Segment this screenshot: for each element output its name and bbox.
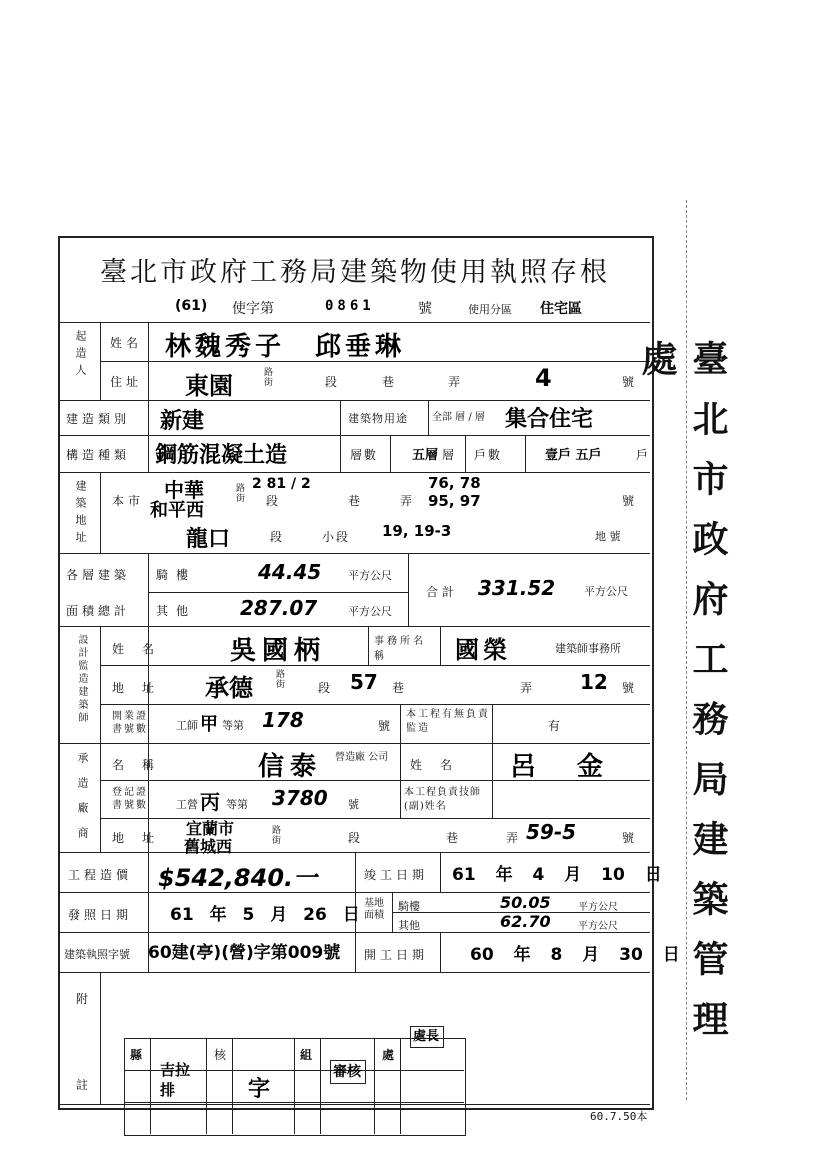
architect-duan: 段: [318, 681, 335, 695]
architect-office-suffix: 建築師事務所: [555, 642, 621, 655]
site-numbers2: 95, 97: [428, 492, 481, 510]
contractor-hao: 號: [622, 831, 639, 845]
contractor-address-label: 地址: [112, 831, 173, 845]
stamp-text-4: 處長: [410, 1026, 444, 1048]
area-arcade-unit: 平方公尺: [348, 569, 392, 582]
base-arcade-value: 50.05: [500, 893, 551, 912]
contractor-name-label: 名稱: [112, 758, 173, 772]
site-duan: 段: [266, 494, 283, 508]
site-section: 2 81 / 2: [252, 476, 311, 492]
contractor-person-label: 姓名: [410, 758, 471, 772]
contractor-road-marks: 路街: [272, 826, 282, 846]
contractor-lane: 巷: [446, 831, 463, 845]
architect-resp-label: 本工程有無負責監造: [406, 709, 490, 734]
contractor-reg-hao: 號: [348, 798, 359, 811]
right-edge-stamp-text: 臺北市政府工務局建築管理處: [636, 340, 729, 1060]
cost-value: $542,840.一: [158, 864, 318, 892]
permit-label: 建築執照字號: [64, 948, 130, 961]
contractor-reg-mid: 等第: [226, 798, 248, 811]
start-label: 開工日期: [364, 948, 429, 962]
notes-label-top: 附: [76, 992, 93, 1006]
floors-value: 五層: [412, 448, 439, 463]
building-type-label: 建造類別: [66, 412, 131, 426]
floor-unit: 層: [442, 448, 459, 462]
architect-hao: 號: [622, 681, 639, 695]
issue-value: 61 年 5 月 26 日: [170, 905, 360, 925]
architect-address-road: 承德: [205, 674, 253, 702]
base-arcade-label: 騎樓: [398, 900, 420, 913]
applicant-name-label: 姓名: [110, 336, 143, 350]
base-area-label: 基地面積: [364, 898, 384, 921]
base-arcade-unit: 平方公尺: [578, 902, 618, 913]
form-footer-code: 60.7.50本: [590, 1110, 648, 1123]
architect-license-mid: 等第: [222, 719, 244, 732]
site-hao: 號: [622, 494, 639, 508]
issue-label: 發照日期: [68, 908, 133, 922]
building-use-prefix: 全部 層 / 層: [432, 412, 485, 423]
site-land-area: 龍口: [186, 527, 231, 552]
stamp-label-3: 組: [300, 1048, 317, 1062]
site-land-duan: 段: [270, 530, 287, 544]
area-total-label: 合計: [426, 585, 459, 599]
permit-value: 60建(亭)(營)字第009號: [148, 943, 341, 963]
stamp-text-1: 吉拉 排: [160, 1061, 191, 1099]
site-road2: 和平西: [150, 500, 204, 521]
permit-year: (61): [175, 298, 208, 314]
area-group-label1: 各層建築: [66, 568, 131, 582]
applicant-duan: 段: [325, 375, 342, 389]
contractor-person-value: 呂 金: [510, 752, 620, 782]
contractor-name-suffix: 營造廠 公司: [335, 752, 389, 763]
area-other-value: 287.07: [240, 596, 318, 620]
applicant-lane: 巷: [382, 375, 399, 389]
building-use-label: 建築物用途: [348, 412, 408, 425]
notes-label-bottom: 註: [76, 1078, 93, 1092]
architect-address-label: 地址: [112, 681, 173, 695]
applicant-address-road: 東園: [185, 372, 233, 400]
applicant-alley: 弄: [448, 375, 465, 389]
households-value: 壹戶 五戶: [545, 448, 602, 463]
stamp-text-3: 審核: [330, 1060, 366, 1084]
site-group-label: 建築地址: [74, 480, 87, 548]
architect-license-grade: 甲: [200, 714, 218, 735]
architect-lane: 巷: [392, 681, 409, 695]
contractor-name-value: 信泰: [258, 752, 323, 782]
applicant-names: 林魏秀子 邱垂琳: [165, 332, 406, 362]
site-lane: 巷: [348, 494, 365, 508]
contractor-tech-label: 本工程負責技師(副)姓名: [404, 787, 481, 812]
contractor-reg-value: 3780: [272, 786, 328, 810]
contractor-group-label: 承造廠商: [76, 752, 89, 852]
base-other-label: 其他: [398, 919, 420, 932]
architect-resp-value: 有: [548, 719, 565, 733]
contractor-address-road: 舊城西: [184, 837, 233, 856]
structure-value: 鋼筋混凝土造: [155, 443, 288, 468]
base-other-unit: 平方公尺: [578, 921, 618, 932]
contractor-duan: 段: [348, 831, 365, 845]
area-other-unit: 平方公尺: [348, 605, 392, 618]
architect-license-hao: 號: [378, 719, 395, 733]
start-value: 60 年 8 月 30 日: [470, 945, 680, 965]
applicant-road-marks: 路街: [264, 368, 274, 388]
contractor-reg-label: 登記證書號數: [112, 787, 148, 811]
architect-license-prefix: 工師: [176, 719, 198, 732]
stamp-text-2: 字: [248, 1077, 271, 1102]
permit-suffix: 號: [418, 301, 432, 317]
architect-license-label: 開業證書號數: [112, 711, 148, 735]
area-arcade-label: 騎樓: [156, 568, 197, 582]
complete-value: 61 年 4 月 10 日: [452, 865, 662, 885]
cost-label: 工程造價: [68, 868, 133, 882]
applicant-group-label: 起造人: [74, 330, 87, 381]
site-road-marks: 路街: [236, 484, 246, 504]
contractor-alley: 弄: [506, 831, 523, 845]
contractor-address-city: 宜蘭市: [186, 819, 235, 838]
contractor-reg-grade: 丙: [200, 790, 220, 814]
zone-label: 使用分區: [468, 303, 512, 316]
households-label: 戶數: [474, 448, 503, 462]
stamp-label-4: 處: [382, 1048, 399, 1062]
area-other-label: 其他: [156, 604, 197, 618]
zone-value: 住宅區: [540, 301, 582, 317]
contractor-reg-prefix: 工營: [176, 798, 198, 811]
architect-name-value: 吳國柄: [230, 636, 327, 666]
site-alley: 弄: [400, 494, 417, 508]
household-unit: 戶: [636, 448, 653, 462]
permit-number: 0861: [325, 298, 375, 314]
architect-road-marks: 路街: [276, 670, 286, 690]
architect-name-label: 姓名: [112, 642, 173, 656]
building-type-value: 新建: [160, 409, 205, 434]
architect-address-number: 57: [350, 670, 378, 694]
architect-office-label: 事務所名稱: [374, 636, 426, 662]
site-land-numbers: 19, 19-3: [382, 522, 452, 540]
area-total-value: 331.52: [478, 576, 556, 600]
permit-prefix: 使字第: [232, 301, 274, 317]
architect-office-value: 國榮: [455, 636, 511, 664]
structure-label: 構造種類: [66, 448, 131, 462]
architect-alley: 弄: [520, 681, 537, 695]
applicant-address-label: 住址: [110, 375, 143, 389]
floors-label: 層數: [350, 448, 379, 462]
area-group-label2: 面積總計: [66, 604, 131, 618]
building-use-value: 集合住宅: [505, 407, 594, 432]
stamp-label-2: 核: [214, 1048, 231, 1062]
applicant-hao: 號: [622, 375, 639, 389]
area-total-unit: 平方公尺: [584, 585, 628, 598]
area-arcade-value: 44.45: [258, 560, 322, 584]
site-land-hao: 地 號: [595, 530, 621, 543]
contractor-alley-no: 59-5: [526, 820, 577, 844]
stamp-label-1: 縣: [130, 1048, 147, 1062]
architect-license-value: 178: [262, 708, 304, 732]
complete-label: 竣工日期: [364, 868, 429, 882]
applicant-number: 4: [535, 364, 552, 392]
base-other-value: 62.70: [500, 912, 551, 931]
form-title: 臺北市政府工務局建築物使用執照存根: [100, 257, 610, 288]
site-numbers1: 76, 78: [428, 474, 481, 492]
site-road1: 中華: [164, 478, 204, 502]
site-land-small: 小段: [322, 530, 351, 544]
architect-address-no: 12: [580, 670, 608, 694]
site-city: 本市: [112, 494, 145, 508]
architect-group-label: 設計監造建築師: [76, 634, 87, 725]
